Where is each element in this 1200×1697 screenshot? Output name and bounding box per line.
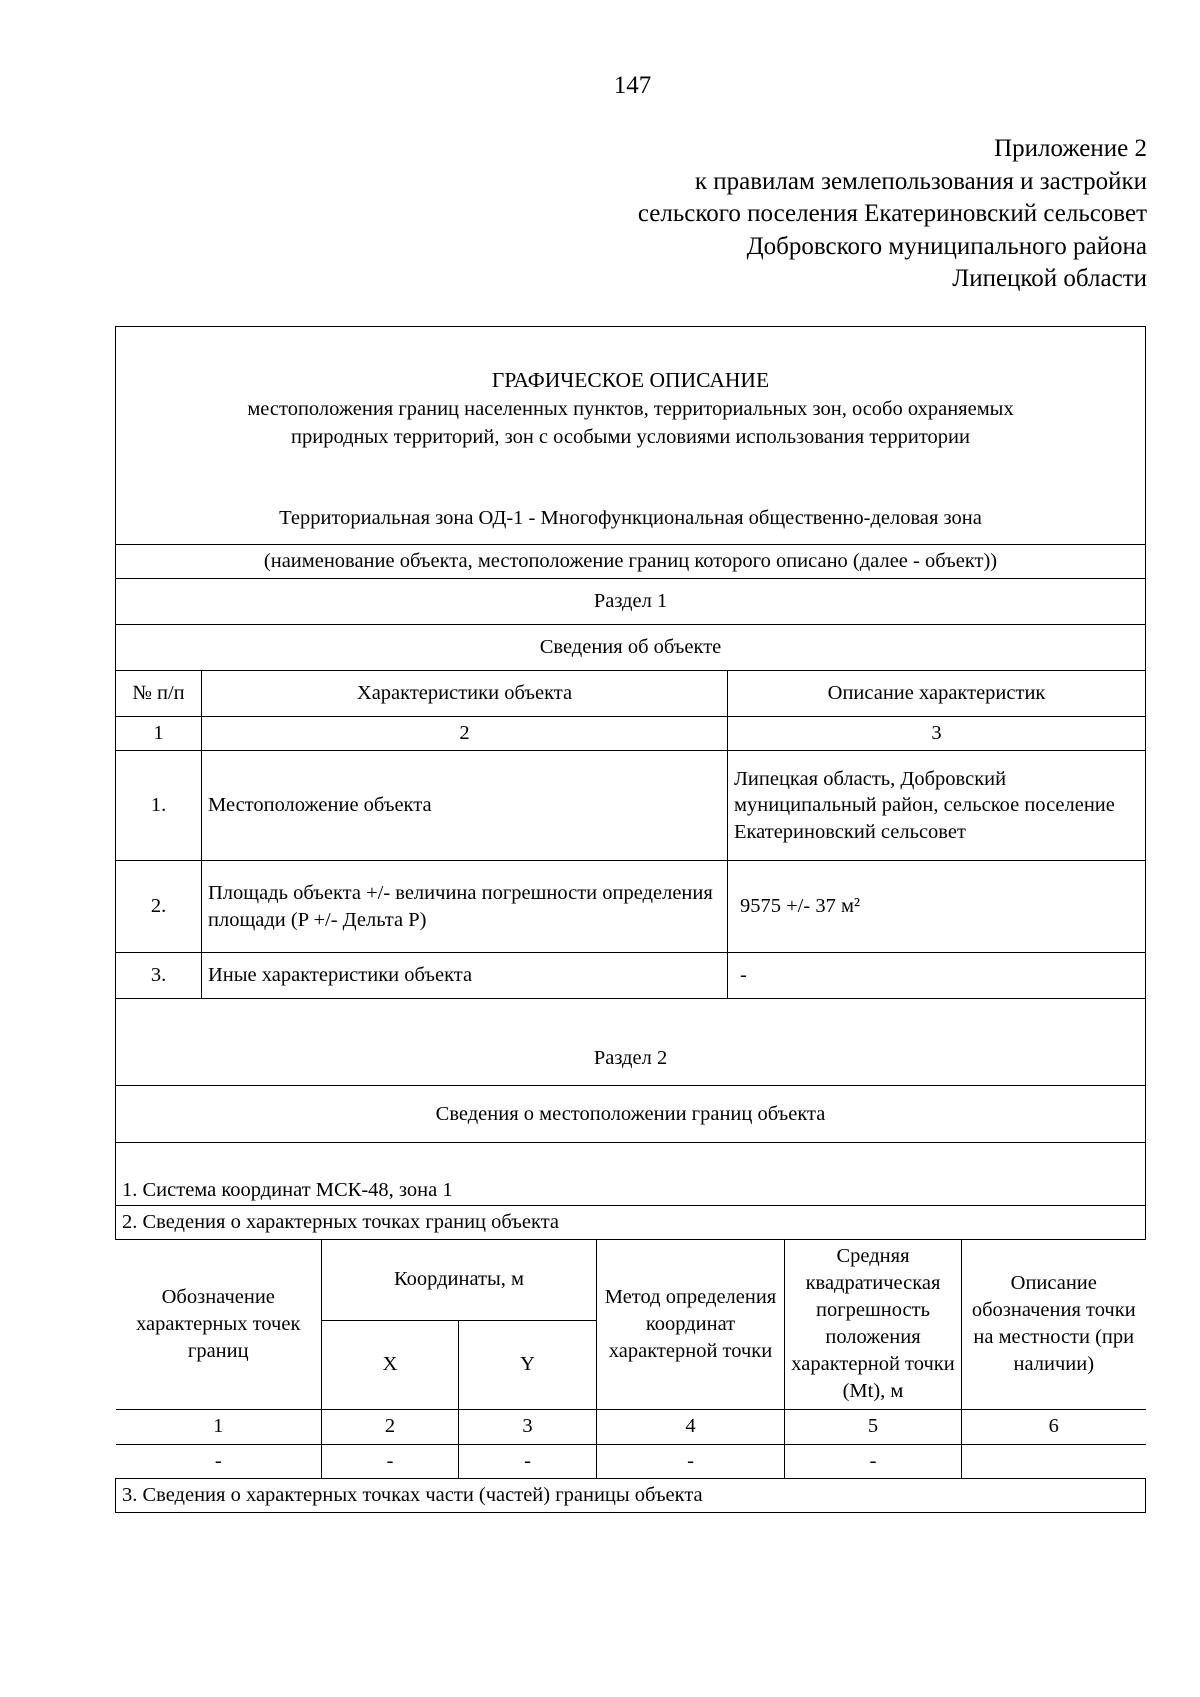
column-number: 3 xyxy=(728,717,1146,751)
characteristic-value: 9575 +/- 37 м² xyxy=(728,861,1146,953)
coordinate-system: 1. Система координат МСК-48, зона 1 xyxy=(116,1143,1146,1206)
header-line: Приложение 2 xyxy=(994,135,1147,162)
characteristic-value: - xyxy=(728,953,1146,999)
points-title-row xyxy=(116,1206,1146,1240)
table-cell: - xyxy=(322,1444,459,1478)
column-header: Описание характеристик xyxy=(728,671,1146,717)
caption-row xyxy=(116,545,1146,579)
characteristic-name: Иные характеристики объекта xyxy=(202,953,728,999)
section2-subheading-row xyxy=(116,1086,1146,1143)
column-number: 2 xyxy=(202,717,728,751)
table-cell xyxy=(962,1444,1146,1478)
column-header: № п/п xyxy=(116,671,202,717)
table-row xyxy=(116,861,1146,953)
points-header-row xyxy=(116,1240,1146,1320)
table-row xyxy=(116,1444,1146,1478)
header-line: Добровского муниципального района xyxy=(746,232,1147,260)
row-number: 2. xyxy=(116,861,202,953)
points-table-cell xyxy=(116,1240,1146,1479)
points-table-row xyxy=(116,1240,1146,1479)
parts-title: 3. Сведения о характерных точках части (частей) границы объекта xyxy=(116,1479,1146,1513)
table-row xyxy=(116,751,1146,861)
column-header: X xyxy=(322,1320,459,1409)
boundary-points-table xyxy=(116,1240,1146,1478)
table-row xyxy=(116,953,1146,999)
section1-header-row xyxy=(116,671,1146,717)
column-header: Метод определения координат характерной точки xyxy=(597,1240,785,1409)
column-header: Обозначение характерных точек границ xyxy=(116,1240,322,1409)
title-row xyxy=(116,327,1146,545)
column-number: 3 xyxy=(459,1409,597,1444)
section1-number-row xyxy=(116,717,1146,751)
characteristic-name: Местоположение объекта xyxy=(202,751,728,861)
column-header: Средняя квадратическая погрешность положения характерной точки (Mt), м xyxy=(785,1240,962,1409)
coord-system-row xyxy=(116,1143,1146,1206)
section1-heading-row xyxy=(116,579,1146,625)
appendix-header xyxy=(638,133,1147,296)
section1-subheading-row xyxy=(116,625,1146,671)
column-number: 2 xyxy=(322,1409,459,1444)
column-number: 1 xyxy=(116,1409,322,1444)
column-number: 6 xyxy=(962,1409,1146,1444)
row-number: 1. xyxy=(116,751,202,861)
parts-title-row xyxy=(116,1479,1146,1513)
table-cell: - xyxy=(459,1444,597,1478)
table-cell: - xyxy=(785,1444,962,1478)
graphic-description-table xyxy=(115,326,1146,1513)
header-line: к правилам землепользования и застройки xyxy=(694,167,1147,195)
column-header: Описание обозначения точки на местности (при наличии) xyxy=(962,1240,1146,1409)
object-name: Территориальная зона ОД-1 - Многофункциональная общественно-деловая зона xyxy=(279,507,982,529)
document-title: ГРАФИЧЕСКОЕ ОПИСАНИЕ xyxy=(491,368,770,392)
column-header: Y xyxy=(459,1320,597,1409)
column-number: 4 xyxy=(597,1409,785,1444)
page-number: 147 xyxy=(613,72,652,99)
column-header: Характеристики объекта xyxy=(202,671,728,717)
column-number: 1 xyxy=(116,717,202,751)
table-cell: - xyxy=(116,1444,322,1478)
document-subtitle-line: природных территорий, зон с особыми условиями использования территории xyxy=(291,426,970,448)
characteristic-name: Площадь объекта +/- величина погрешности определения площади (P +/- Дельта P) xyxy=(202,861,728,953)
object-caption: (наименование объекта, местоположение границ которого описано (далее - объект)) xyxy=(116,545,1146,579)
section2-subheading: Сведения о местоположении границ объекта xyxy=(116,1086,1146,1143)
section1-subheading: Сведения об объекте xyxy=(116,625,1146,671)
characteristic-value: Липецкая область, Добровский муниципальный район, сельское поселение Екатериновский сельсовет xyxy=(728,751,1146,861)
table-cell: - xyxy=(597,1444,785,1478)
column-header: Координаты, м xyxy=(322,1240,597,1320)
section1-heading: Раздел 1 xyxy=(116,579,1146,625)
header-line: Липецкой области xyxy=(952,265,1147,292)
header-line: сельского поселения Екатериновский сельсовет xyxy=(637,200,1147,227)
points-number-row xyxy=(116,1409,1146,1444)
document-subtitle-line: местоположения границ населенных пунктов, территориальных зон, особо охраняемых xyxy=(247,398,1014,420)
points-title: 2. Сведения о характерных точках границ объекта xyxy=(116,1206,1146,1240)
section2-heading: Раздел 2 xyxy=(116,999,1146,1086)
row-number: 3. xyxy=(116,953,202,999)
column-number: 5 xyxy=(785,1409,962,1444)
section2-heading-row xyxy=(116,999,1146,1086)
title-cell xyxy=(116,327,1146,545)
